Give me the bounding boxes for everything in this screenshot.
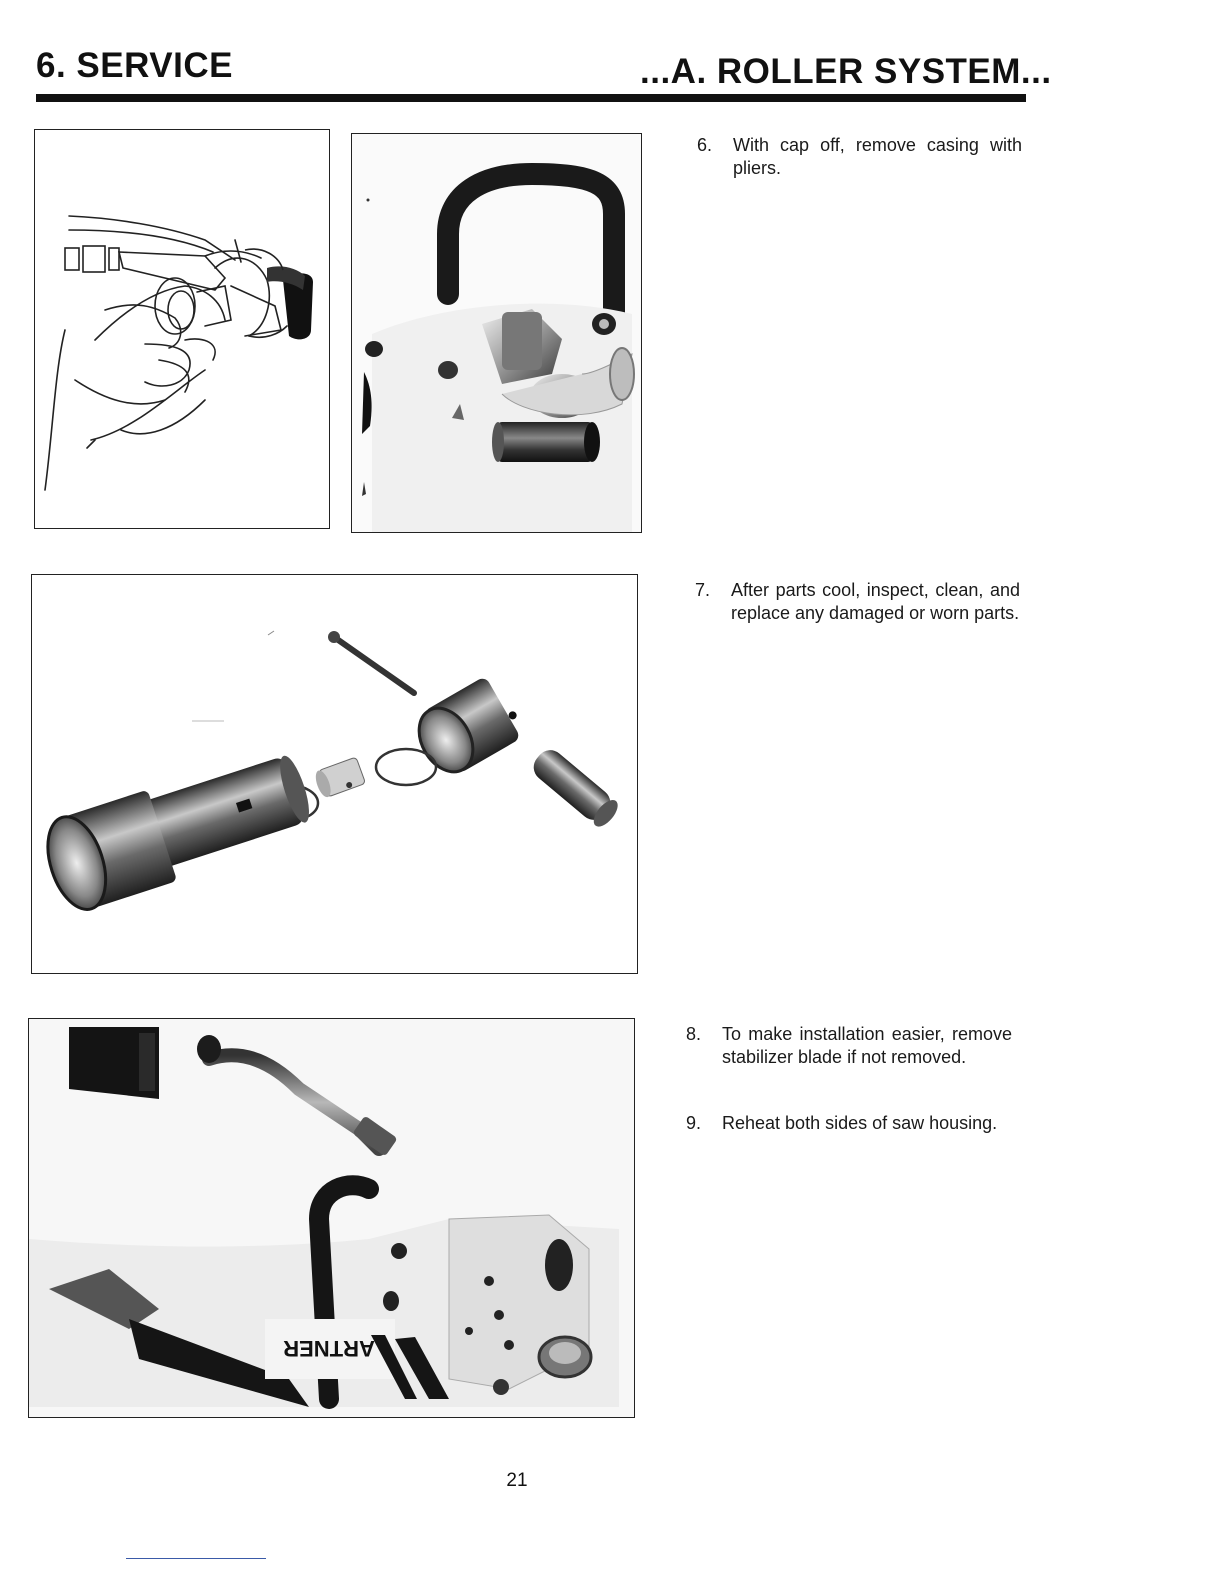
hand-with-pliers-illustration <box>35 130 329 528</box>
subsection-title: ...A. ROLLER SYSTEM... <box>640 52 1052 91</box>
step-8-number: 8. <box>686 1024 702 1044</box>
step-7-number: 7. <box>695 580 711 600</box>
step-9-text: Reheat both sides of saw housing. <box>722 1113 998 1133</box>
header-rule <box>36 94 1026 102</box>
figure-hand-pliers <box>34 129 330 529</box>
figure-exploded-parts <box>31 574 638 974</box>
step-8-text: To make installation easier, remove stabilizer blade if not removed. <box>722 1024 1012 1067</box>
figure-wrench-on-saw <box>28 1018 635 1418</box>
page-number: 21 <box>506 1470 528 1491</box>
section-title: 6. SERVICE <box>36 46 233 85</box>
step-6-number: 6. <box>697 135 713 155</box>
step-6-text: With cap off, remove casing with pliers. <box>733 135 1022 178</box>
figure-saw-head-casing <box>351 133 642 533</box>
step-7-text: After parts cool, inspect, clean, and replace any damaged or worn parts. <box>731 580 1020 623</box>
brand-decal: ARTNER <box>283 1336 375 1361</box>
step-9-number: 9. <box>686 1113 702 1133</box>
wrench-on-saw-photo <box>29 1019 634 1417</box>
roller-parts-photo <box>32 575 637 973</box>
saw-head-photo <box>352 134 641 532</box>
footer-line <box>126 1558 266 1559</box>
